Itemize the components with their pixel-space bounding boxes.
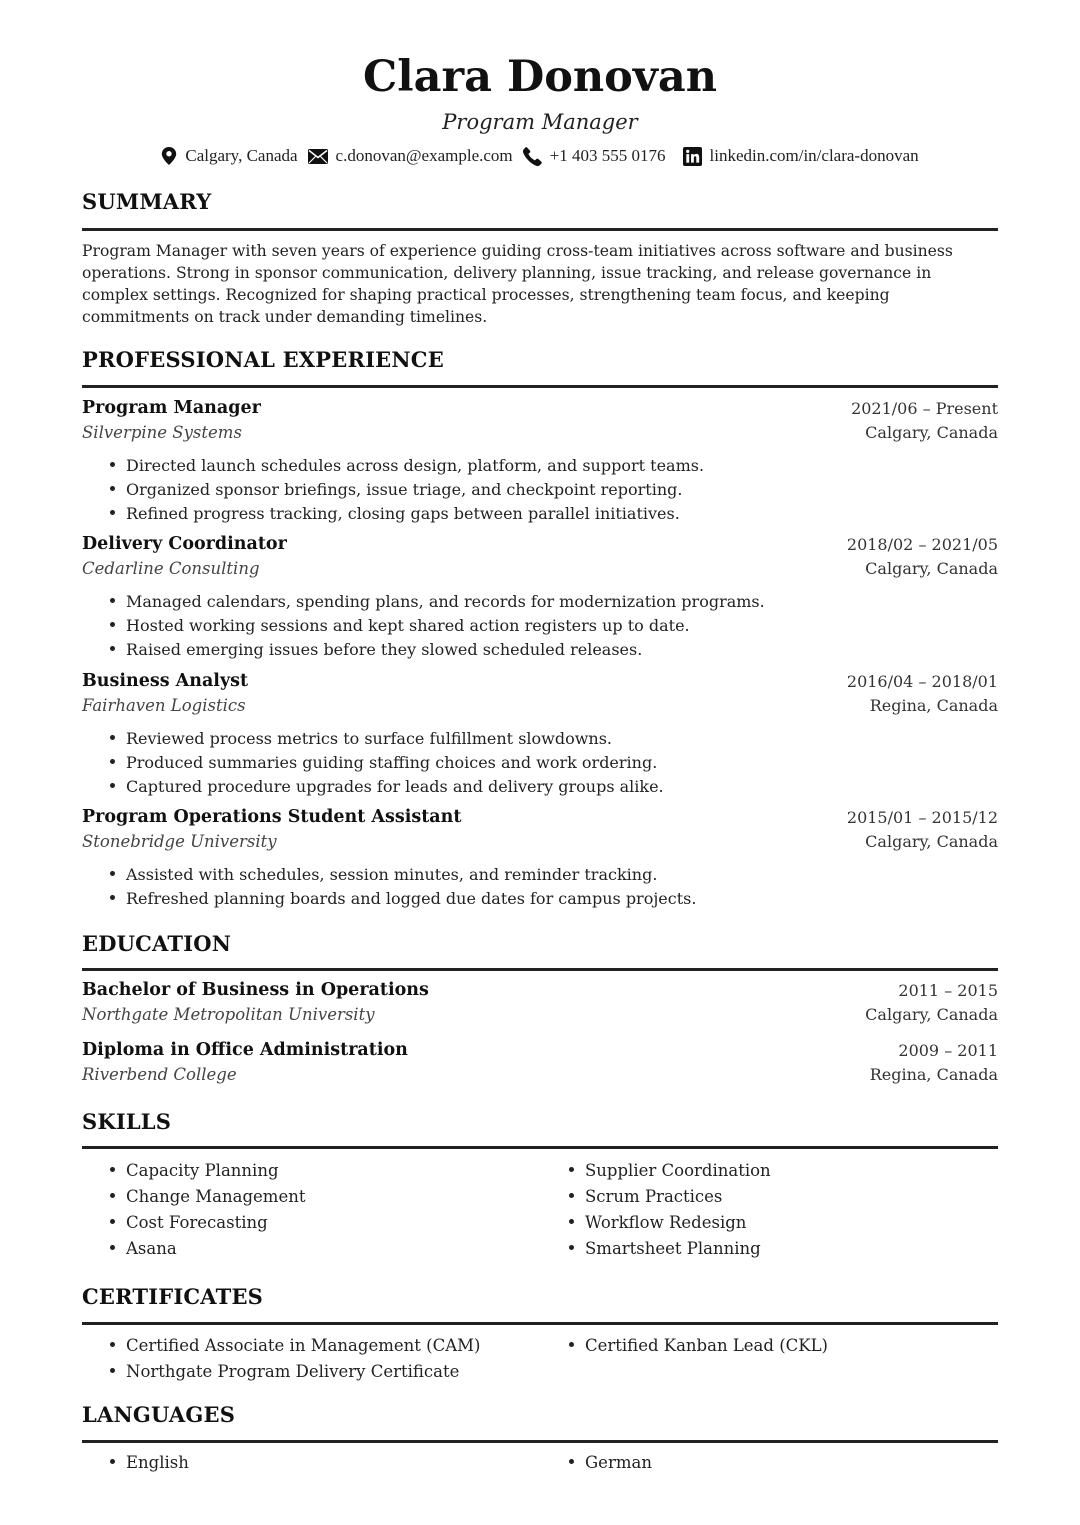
language-item: German bbox=[569, 1453, 652, 1472]
summary-section bbox=[82, 189, 998, 214]
job-title: Program Manager bbox=[82, 398, 261, 418]
phone-text[interactable]: +1 403 555 0176 bbox=[549, 146, 666, 165]
company-name: Silverpine Systems bbox=[82, 423, 242, 442]
section-title-education: EDUCATION bbox=[82, 931, 232, 956]
certificate-item: Northgate Program Delivery Certificate bbox=[110, 1362, 459, 1381]
section-title-experience: PROFESSIONAL EXPERIENCE bbox=[82, 347, 444, 372]
location-text: Calgary, Canada bbox=[185, 146, 298, 165]
skill-item: Supplier Coordination bbox=[569, 1161, 771, 1180]
bullet-item: Refined progress tracking, closing gaps between parallel initiatives. bbox=[110, 502, 704, 526]
bullet-item: Assisted with schedules, session minutes, and reminder tracking. bbox=[110, 863, 696, 887]
language-item: English bbox=[110, 1453, 189, 1472]
bullet-item: Produced summaries guiding staffing choices and work ordering. bbox=[110, 751, 664, 775]
section-title-certificates: CERTIFICATES bbox=[82, 1284, 264, 1309]
section-divider bbox=[82, 1322, 998, 1325]
school-name: Northgate Metropolitan University bbox=[82, 1005, 375, 1024]
school-name: Riverbend College bbox=[82, 1065, 237, 1084]
bullet-item: Hosted working sessions and kept shared action registers up to date. bbox=[110, 614, 765, 638]
company-name: Stonebridge University bbox=[82, 832, 277, 851]
contact-linkedin[interactable] bbox=[683, 146, 919, 166]
company-name: Fairhaven Logistics bbox=[82, 696, 246, 715]
summary-line: complex settings. Recognized for shaping practical processes, strengthening team focus, and keeping bbox=[82, 286, 890, 304]
job-location: Calgary, Canada bbox=[865, 559, 998, 578]
bullet-item: Organized sponsor briefings, issue triage, and checkpoint reporting. bbox=[110, 478, 704, 502]
envelope-icon bbox=[308, 149, 328, 164]
job-bullets bbox=[110, 863, 696, 911]
skill-item: Asana bbox=[110, 1239, 177, 1258]
company-name: Cedarline Consulting bbox=[82, 559, 260, 578]
job-title: Delivery Coordinator bbox=[82, 534, 287, 554]
degree-title: Diploma in Office Administration bbox=[82, 1040, 408, 1060]
job-location: Regina, Canada bbox=[869, 696, 998, 715]
summary-text bbox=[82, 240, 982, 328]
section-title-languages: LANGUAGES bbox=[82, 1402, 236, 1427]
skill-item: Smartsheet Planning bbox=[569, 1239, 761, 1258]
bullet-item: Captured procedure upgrades for leads and delivery groups alike. bbox=[110, 775, 664, 799]
linkedin-icon bbox=[683, 147, 702, 166]
summary-line: operations. Strong in sponsor communication, delivery planning, issue tracking, and release governance in bbox=[82, 264, 932, 282]
certificates-section bbox=[82, 1284, 998, 1309]
map-pin-icon bbox=[161, 147, 177, 165]
section-title-summary: SUMMARY bbox=[82, 189, 212, 214]
skill-item: Capacity Planning bbox=[110, 1161, 279, 1180]
section-title-skills: SKILLS bbox=[82, 1109, 172, 1134]
job-title: Business Analyst bbox=[82, 671, 249, 691]
section-divider bbox=[82, 1440, 998, 1443]
skills-section bbox=[82, 1109, 998, 1134]
job-dates: 2015/01 – 2015/12 bbox=[846, 808, 998, 827]
linkedin-link[interactable]: linkedin.com/in/clara-donovan bbox=[709, 146, 919, 165]
section-divider bbox=[82, 385, 998, 388]
skill-item: Change Management bbox=[110, 1187, 305, 1206]
languages-section bbox=[82, 1402, 998, 1427]
certificate-item: Certified Associate in Management (CAM) bbox=[110, 1336, 480, 1355]
section-divider bbox=[82, 228, 998, 231]
degree-title: Bachelor of Business in Operations bbox=[82, 980, 429, 1000]
education-location: Calgary, Canada bbox=[865, 1005, 998, 1024]
summary-line: Program Manager with seven years of experience guiding cross-team initiatives across software and business bbox=[82, 242, 953, 260]
education-section bbox=[82, 931, 998, 956]
job-title: Program Operations Student Assistant bbox=[82, 807, 462, 827]
job-dates: 2016/04 – 2018/01 bbox=[846, 672, 998, 691]
certificate-item: Certified Kanban Lead (CKL) bbox=[569, 1336, 828, 1355]
bullet-item: Reviewed process metrics to surface fulfillment slowdowns. bbox=[110, 727, 664, 751]
contact-email[interactable] bbox=[308, 146, 513, 166]
job-location: Calgary, Canada bbox=[865, 832, 998, 851]
candidate-name: Clara Donovan bbox=[363, 52, 717, 102]
job-dates: 2021/06 – Present bbox=[851, 399, 998, 418]
education-dates: 2009 – 2011 bbox=[898, 1041, 998, 1060]
education-location: Regina, Canada bbox=[869, 1065, 998, 1084]
summary-line: commitments on track under demanding timelines. bbox=[82, 308, 488, 326]
skill-item: Scrum Practices bbox=[569, 1187, 722, 1206]
bullet-item: Refreshed planning boards and logged due dates for campus projects. bbox=[110, 887, 696, 911]
job-bullets bbox=[110, 590, 765, 662]
contact-phone[interactable] bbox=[523, 146, 666, 166]
skill-item: Cost Forecasting bbox=[110, 1213, 268, 1232]
job-bullets bbox=[110, 454, 704, 526]
section-divider bbox=[82, 1146, 998, 1149]
job-bullets bbox=[110, 727, 664, 799]
section-divider bbox=[82, 968, 998, 971]
phone-icon bbox=[523, 147, 542, 166]
contact-bar bbox=[82, 146, 998, 166]
skill-item: Workflow Redesign bbox=[569, 1213, 746, 1232]
candidate-role: Program Manager bbox=[442, 110, 638, 134]
contact-location bbox=[161, 146, 297, 166]
experience-section bbox=[82, 347, 998, 372]
job-dates: 2018/02 – 2021/05 bbox=[846, 535, 998, 554]
education-dates: 2011 – 2015 bbox=[898, 981, 998, 1000]
bullet-item: Directed launch schedules across design, platform, and support teams. bbox=[110, 454, 704, 478]
bullet-item: Managed calendars, spending plans, and records for modernization programs. bbox=[110, 590, 765, 614]
email-link[interactable]: c.donovan@example.com bbox=[335, 146, 513, 165]
job-location: Calgary, Canada bbox=[865, 423, 998, 442]
bullet-item: Raised emerging issues before they slowed scheduled releases. bbox=[110, 638, 765, 662]
